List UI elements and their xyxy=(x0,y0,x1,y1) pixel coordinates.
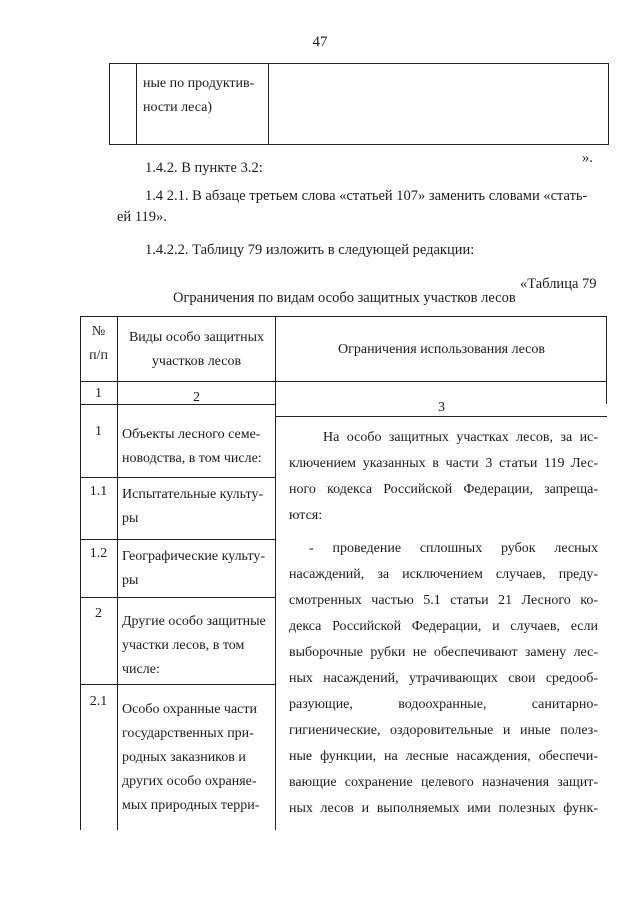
row-kind-line: государственных при- xyxy=(122,726,254,741)
row-number: 1.2 xyxy=(89,546,108,561)
row-divider xyxy=(80,539,275,540)
restriction-line: ные функции, на лесные насаждения, обеспечи- xyxy=(289,749,598,764)
column-number: 1 xyxy=(95,386,102,401)
row-number: 1 xyxy=(95,424,102,439)
row-kind xyxy=(122,483,274,531)
row-kind xyxy=(122,610,274,682)
row-kind-line: других особо охраняе- xyxy=(122,774,257,789)
row-number: 1.1 xyxy=(89,484,108,499)
row-number: 2.1 xyxy=(89,694,108,709)
restriction-line: вающие сохранение целевого назначения защит- xyxy=(289,775,598,790)
row-kind xyxy=(122,423,274,471)
row-divider xyxy=(80,381,607,382)
header-restriction: Ограничения использования лесов xyxy=(338,342,545,357)
table-fragment xyxy=(109,63,609,145)
paragraph: ей 119». xyxy=(117,209,167,225)
table-title: Ограничения по видам особо защитных участков лесов xyxy=(173,290,516,306)
row-kind-line: родных заказников и xyxy=(122,750,246,765)
paragraph: 1.4 2.1. В абзаце третьем слова «статьей 107» заменить словами «стать- xyxy=(145,188,588,204)
table-caption: «Таблица 79 xyxy=(520,276,597,292)
row-kind-line: Географические культу- xyxy=(122,549,266,564)
fragment-line: ности леса) xyxy=(143,100,212,115)
restriction-line: гигиенические, оздоровительные и иные полез- xyxy=(289,723,598,738)
table-border xyxy=(80,316,607,317)
row-kind-line: ры xyxy=(122,511,139,526)
row-kind-line: ры xyxy=(122,573,139,588)
row-kind-line: участки лесов, в том xyxy=(122,638,245,653)
restrictions-table xyxy=(80,316,607,830)
row-kind xyxy=(122,545,274,593)
row-kind-line: числе: xyxy=(122,662,160,677)
row-kind xyxy=(122,698,274,818)
column-number: 3 xyxy=(438,400,445,415)
fragment-line: ные по продуктив- xyxy=(143,76,255,91)
restriction-line: декса Российской Федерации, и случаев, если xyxy=(289,619,598,634)
restriction-line: насаждений, за исключением случаев, преду- xyxy=(289,567,598,582)
header-line: № xyxy=(91,324,106,339)
header-number xyxy=(80,320,117,368)
paragraph: 1.4.2. В пункте 3.2: xyxy=(145,160,263,176)
page-number: 47 xyxy=(312,34,328,50)
restriction-line: ются: xyxy=(289,508,323,523)
row-kind-line: мых природных терри- xyxy=(122,798,260,813)
header-line: п/п xyxy=(89,348,108,363)
restriction-line: ных насаждений, утрачивающих свои средооб- xyxy=(289,671,598,686)
column-divider xyxy=(136,64,137,144)
restriction-line: выборочные рубки не обеспечивают замену лес- xyxy=(289,645,598,660)
row-kind-line: Другие особо защитные xyxy=(122,614,266,629)
column-divider xyxy=(275,316,276,830)
row-divider xyxy=(80,597,275,598)
row-divider xyxy=(80,477,275,478)
row-number: 2 xyxy=(95,606,102,621)
row-kind-line: Испытательные культу- xyxy=(122,487,264,502)
row-kind-line: новодства, в том числе: xyxy=(122,451,262,466)
restriction-line: смотренных частью 5.1 статьи 21 Лесного ко- xyxy=(289,593,598,608)
column-number: 2 xyxy=(193,390,200,405)
restriction-line: разующие, водоохранные, санитарно- xyxy=(289,697,598,712)
fragment-text xyxy=(143,72,254,120)
header-kind xyxy=(118,326,275,374)
row-kind-line: Особо охранные части xyxy=(122,702,257,717)
header-line: Виды особо защитных xyxy=(128,330,265,345)
row-divider xyxy=(80,684,275,685)
restriction-line: - проведение сплошных рубок лесных xyxy=(309,541,598,556)
paragraph: 1.4.2.2. Таблицу 79 изложить в следующей редакции: xyxy=(145,242,475,258)
row-kind-line: Объекты лесного семе- xyxy=(122,427,261,442)
restriction-line: ных лесов и выполняемых ими полезных функ- xyxy=(289,801,598,816)
restriction-line: ного кодекса Российской Федерации, запреща- xyxy=(289,482,598,497)
header-line: участков лесов xyxy=(151,354,242,369)
closing-mark: ». xyxy=(582,150,593,166)
restriction-line: На особо защитных участках лесов, за ис- xyxy=(323,430,598,445)
restriction-line: ключением указанных в части 3 статьи 119 Лес- xyxy=(289,456,598,471)
column-divider xyxy=(268,64,269,144)
